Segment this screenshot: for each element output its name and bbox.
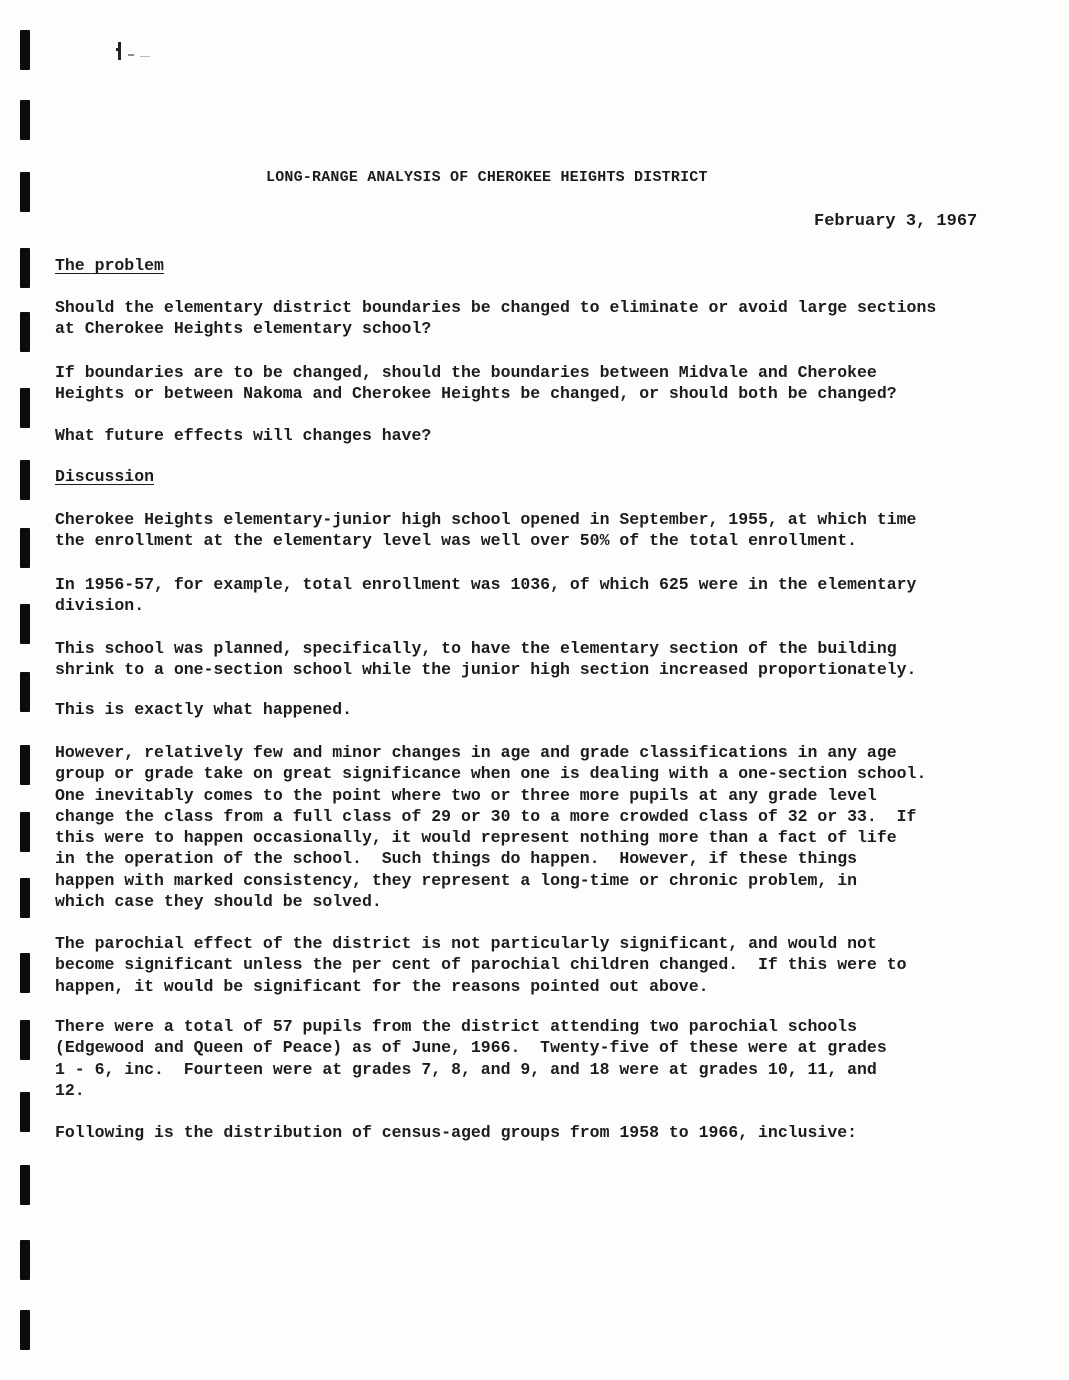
- section-heading-problem: The problem: [55, 256, 164, 275]
- discussion-paragraph: The parochial effect of the district is not particularly significant, and would not become significant unless the per cent of parochial children changed. If this were to happen, it would be significant for the reasons pointed out above.: [55, 934, 907, 996]
- binder-mark: [20, 1165, 30, 1205]
- document-title: LONG-RANGE ANALYSIS OF CHEROKEE HEIGHTS DISTRICT: [266, 169, 708, 186]
- binder-mark: [20, 100, 30, 140]
- discussion-paragraph: This school was planned, specifically, to have the elementary section of the building shrink to a one-section school while the junior high section increased proportionately.: [55, 639, 917, 680]
- binder-mark: [20, 1092, 30, 1132]
- binder-mark: [20, 30, 30, 70]
- discussion-paragraph: In 1956-57, for example, total enrollment was 1036, of which 625 were in the elementary division.: [55, 575, 917, 616]
- ink-speck: [100, 40, 160, 64]
- section-heading-discussion: Discussion: [55, 467, 155, 486]
- problem-paragraph: If boundaries are to be changed, should the boundaries between Midvale and Cherokee Heights or between Nakoma and Cherokee Heights be changed, or should both be changed?: [55, 363, 897, 404]
- binder-mark: [20, 812, 30, 852]
- problem-paragraph: What future effects will changes have?: [55, 426, 432, 445]
- binder-mark: [20, 604, 30, 644]
- binder-mark: [20, 528, 30, 568]
- binder-mark: [20, 1020, 30, 1060]
- binder-mark: [20, 878, 30, 918]
- discussion-paragraph: However, relatively few and minor changes in age and grade classifications in any age group or grade take on great significance when one is dealing with a one-section school. One inevitably comes to the point where two or three more pupils at any grade level change the class from a full class of 29 or 30 to a more crowded class of 32 or 33. If this were to happen occasionally, it would represent nothing more than a fact of life in the operation of the school. Such things do happen. However, if these things happen with marked consistency, they represent a long-time or chronic problem, in which case they should be solved.: [55, 743, 927, 912]
- discussion-paragraph: Cherokee Heights elementary-junior high school opened in September, 1955, at which time the enrollment at the elementary level was well over 50% of the total enrollment.: [55, 510, 917, 551]
- binder-mark: [20, 1240, 30, 1280]
- binder-mark: [20, 312, 30, 352]
- problem-paragraph: Should the elementary district boundaries be changed to eliminate or avoid large sections at Cherokee Heights elementary school?: [55, 298, 937, 339]
- discussion-paragraph: There were a total of 57 pupils from the district attending two parochial schools (Edgewood and Queen of Peace) as of June, 1966. Twenty-five of these were at grades 1 - 6, inc. Fourteen were at grades 7, 8, and 9, and 18 were at grades 10, 11, and 12.: [55, 1017, 887, 1100]
- binder-mark: [20, 388, 30, 428]
- binder-mark: [20, 248, 30, 288]
- binder-mark: [20, 172, 30, 212]
- document-date: February 3, 1967: [814, 212, 978, 231]
- binder-mark: [20, 460, 30, 500]
- binder-mark: [20, 953, 30, 993]
- binder-mark: [20, 672, 30, 712]
- discussion-paragraph: This is exactly what happened.: [55, 700, 353, 719]
- discussion-paragraph: Following is the distribution of census-aged groups from 1958 to 1966, inclusive:: [55, 1123, 858, 1142]
- binder-mark: [20, 745, 30, 785]
- binder-mark: [20, 1310, 30, 1350]
